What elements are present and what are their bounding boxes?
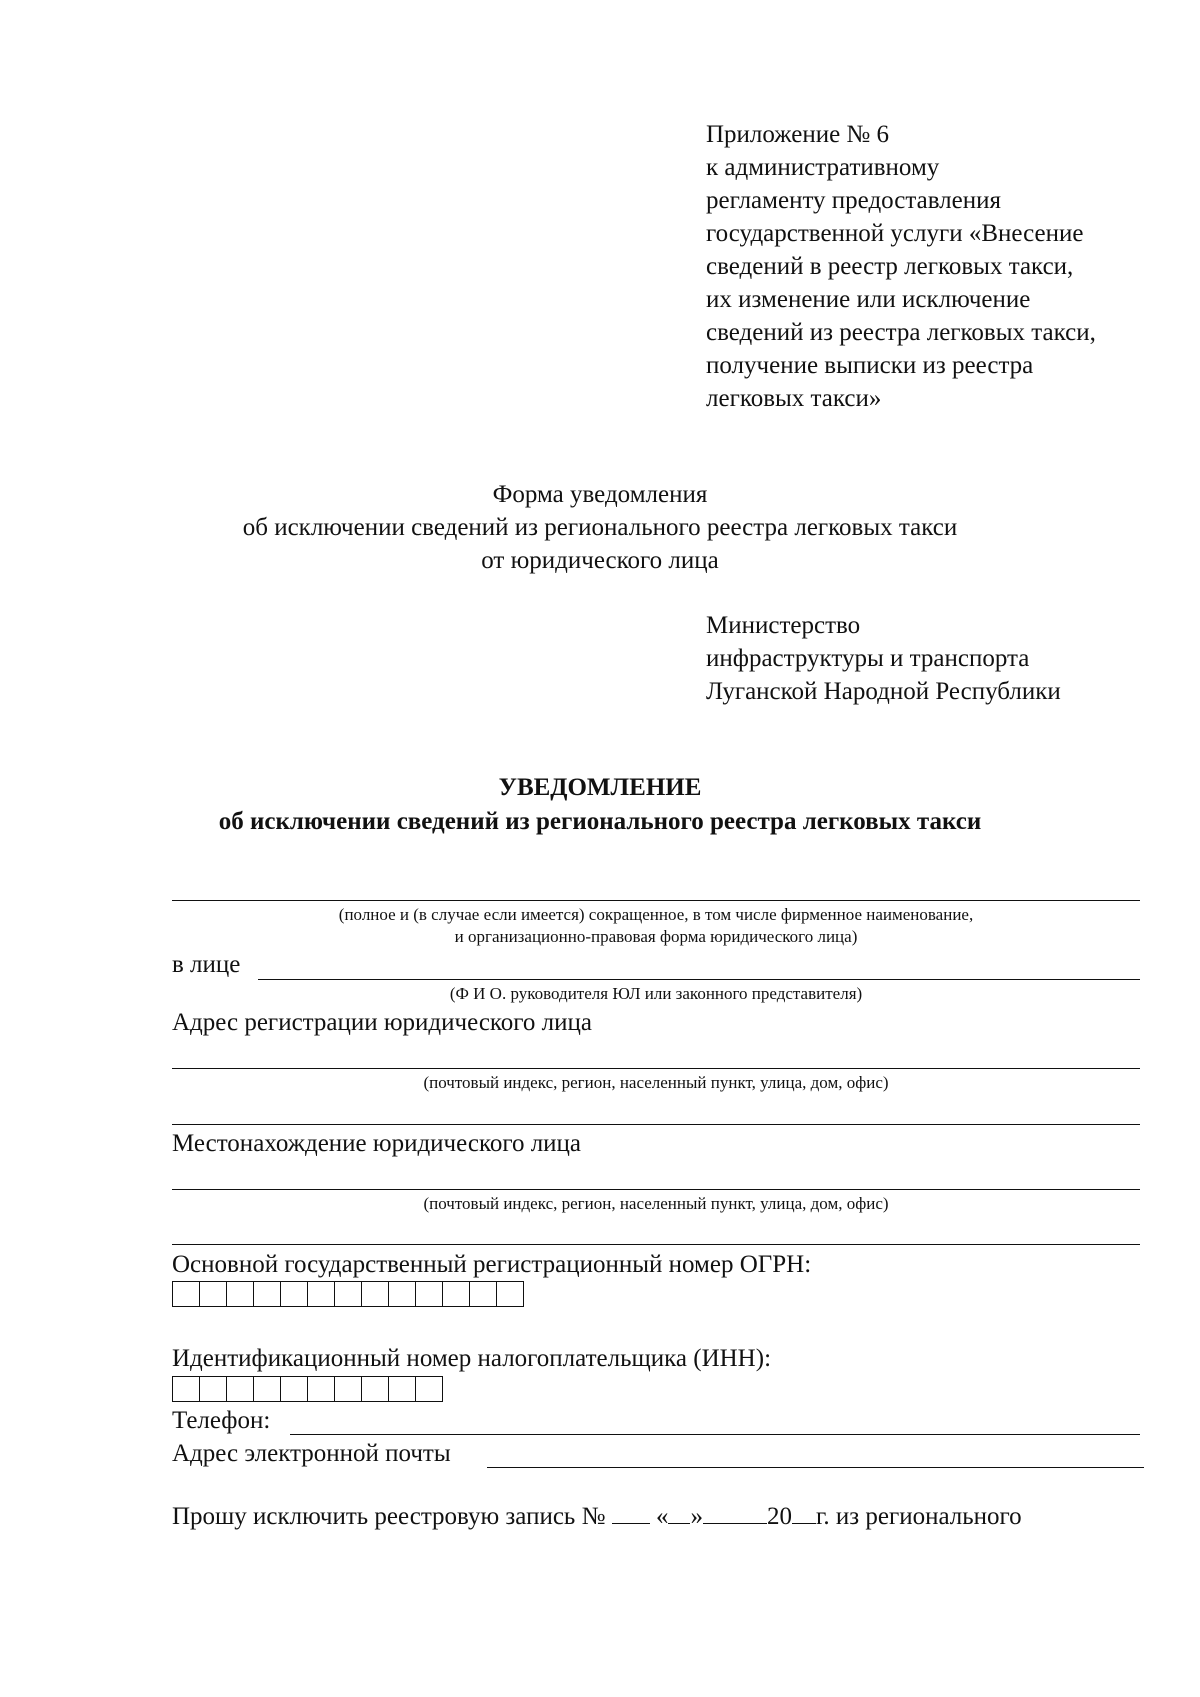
year-field[interactable] [792,1499,816,1524]
inn-digit-box[interactable] [362,1376,389,1402]
inn-label: Идентификационный номер налогоплательщика (ИНН): [172,1345,772,1372]
recipient-line: Министерство [706,612,861,639]
reg-address-caption: (почтовый индекс, регион, населенный пункт, улица, дом, офис) [423,1073,889,1092]
month-field[interactable] [703,1499,767,1524]
entity-name-field[interactable] [172,900,1140,901]
notice-heading [0,771,1200,839]
email-field[interactable] [487,1467,1144,1468]
ogrn-label: Основной государственный регистрационный номер ОГРН: [172,1251,812,1278]
ogrn-digit-box[interactable] [308,1281,335,1307]
inn-digit-box[interactable] [308,1376,335,1402]
notice-title: УВЕДОМЛЕНИЕ [498,774,702,801]
form-title-line: об исключении сведений из регионального реестра легковых такси [242,514,958,541]
inn-digit-box[interactable] [254,1376,281,1402]
inn-digit-box[interactable] [227,1376,254,1402]
recipient-line: Луганской Народной Республики [706,678,1061,705]
year-prefix: 20 [766,1503,792,1530]
ogrn-boxes[interactable] [172,1281,524,1307]
inn-digit-box[interactable] [416,1376,443,1402]
phone-field[interactable] [290,1434,1140,1435]
appendix-block [706,118,1176,415]
appendix-line: Приложение № 6 [706,121,890,148]
open-quote: « [655,1503,669,1530]
ogrn-digit-box[interactable] [497,1281,524,1307]
inn-boxes[interactable] [172,1376,443,1402]
appendix-line: сведений в реестр легковых такси, [706,253,1074,280]
entity-name-caption [172,904,1140,948]
ogrn-digit-box[interactable] [470,1281,497,1307]
appendix-line: государственной услуги «Внесение [706,220,1084,247]
inn-digit-box[interactable] [200,1376,227,1402]
ogrn-digit-box[interactable] [254,1281,281,1307]
record-number-field[interactable] [612,1499,650,1524]
location-field-2[interactable] [172,1244,1140,1245]
appendix-line: сведений из реестра легковых такси, [706,319,1096,346]
phone-label: Телефон: [172,1407,271,1434]
recipient-line: инфраструктуры и транспорта [706,645,1030,672]
form-title-line: от юридического лица [481,547,719,574]
ogrn-digit-box[interactable] [335,1281,362,1307]
appendix-line: получение выписки из реестра [706,352,1034,379]
ogrn-digit-box[interactable] [200,1281,227,1307]
represented-by-caption: (Ф И О. руководителя ЮЛ или законного представителя) [449,984,863,1003]
ogrn-digit-box[interactable] [443,1281,470,1307]
ogrn-digit-box[interactable] [281,1281,308,1307]
email-label: Адрес электронной почты [172,1440,451,1467]
ogrn-digit-box[interactable] [389,1281,416,1307]
location-label: Местонахождение юридического лица [172,1130,582,1157]
request-prefix: Прошу исключить реестровую запись № [172,1503,606,1530]
form-title-line: Форма уведомления [492,481,708,508]
inn-digit-box[interactable] [335,1376,362,1402]
close-quote: » [690,1503,703,1530]
appendix-line: к административному [706,154,940,181]
appendix-line: их изменение или исключение [706,286,1031,313]
appendix-line: легковых такси» [706,385,882,412]
caption-line: и организационно-правовая форма юридического лица) [454,927,858,946]
day-field[interactable] [668,1499,690,1524]
inn-digit-box[interactable] [281,1376,308,1402]
reg-address-field-2[interactable] [172,1124,1140,1125]
ogrn-digit-box[interactable] [227,1281,254,1307]
location-field[interactable] [172,1189,1140,1190]
notice-subtitle: об исключении сведений из регионального реестра легковых такси [218,808,982,835]
represented-by-label: в лице [172,951,241,978]
caption-line: (полное и (в случае если имеется) сокращенное, в том числе фирменное наименование, [338,905,974,924]
request-line [172,1499,1022,1532]
location-caption: (почтовый индекс, регион, населенный пункт, улица, дом, офис) [423,1194,889,1213]
ogrn-digit-box[interactable] [416,1281,443,1307]
reg-address-field[interactable] [172,1068,1140,1069]
recipient-block [706,609,1061,708]
inn-digit-box[interactable] [173,1376,200,1402]
request-suffix: г. из регионального [815,1503,1022,1530]
reg-address-label: Адрес регистрации юридического лица [172,1009,593,1036]
represented-by-field[interactable] [258,979,1140,980]
form-title [0,478,1200,577]
inn-digit-box[interactable] [389,1376,416,1402]
ogrn-digit-box[interactable] [173,1281,200,1307]
appendix-line: регламенту предоставления [706,187,1002,214]
ogrn-digit-box[interactable] [362,1281,389,1307]
